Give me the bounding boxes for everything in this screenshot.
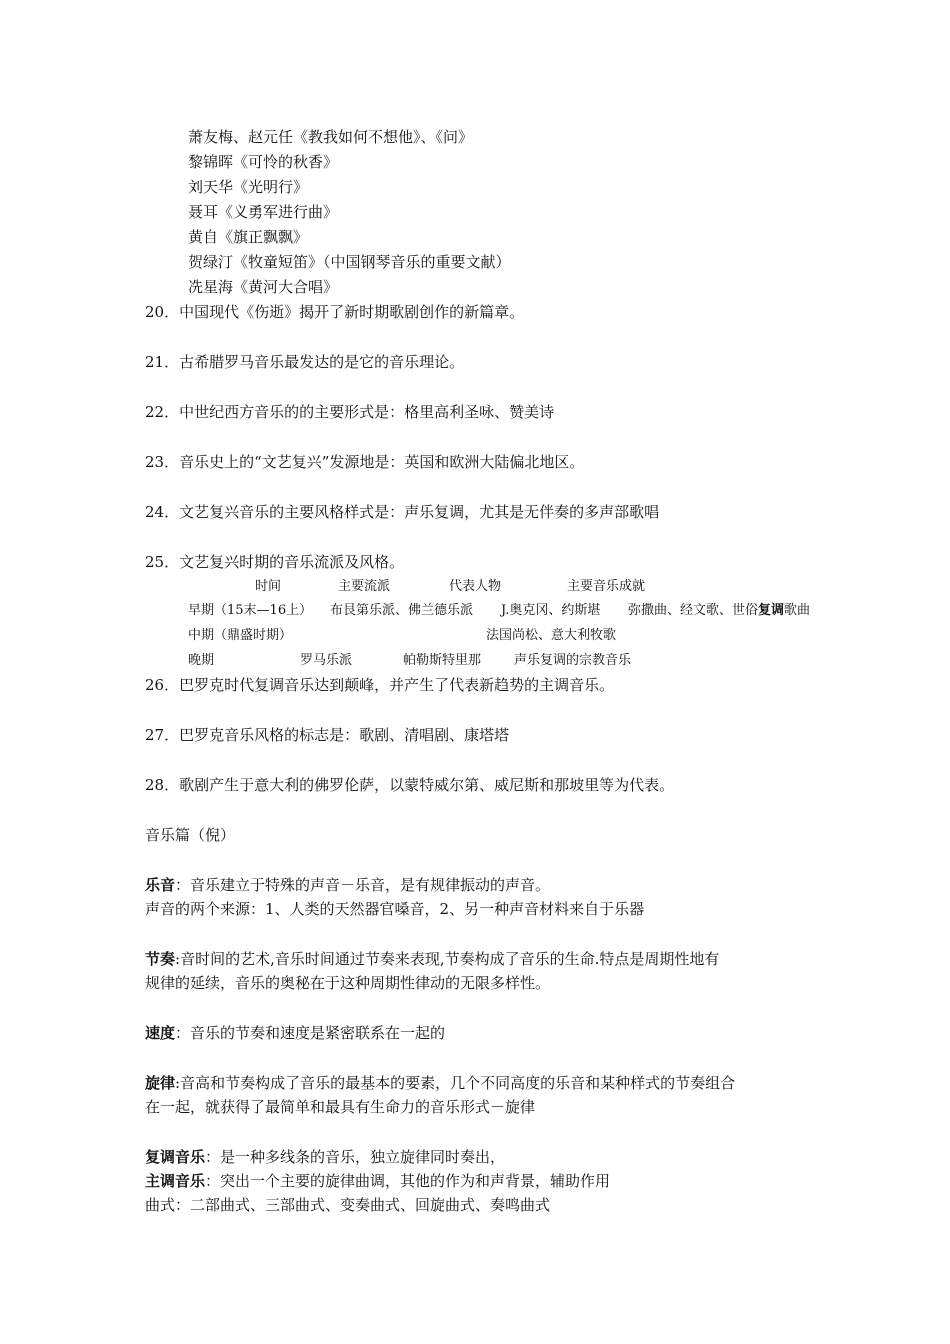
item-20: 20．中国现代《伤逝》揭开了新时期歌剧创作的新篇章。	[145, 303, 525, 321]
def-xuanlv-cont: 在一起，就获得了最简单和最具有生命力的音乐形式－旋律	[145, 1098, 536, 1116]
row-late-achievement: 声乐复调的宗教音乐	[514, 653, 632, 668]
row-early-achievement: 弥撒曲、经文歌、世俗复调歌曲	[628, 603, 811, 618]
row-late-period: 晚期	[188, 653, 215, 668]
def-fudiao: 复调音乐：是一种多线条的音乐，独立旋律同时奏出，	[145, 1148, 506, 1166]
composer-line-6: 贺绿汀《牧童短笛》（中国钢琴音乐的重要文献）	[188, 253, 511, 271]
row-early-period: 早期（15末—16上）	[188, 603, 313, 618]
table-header-time: 时间	[255, 579, 282, 594]
item-23: 23．音乐史上的“文艺复兴”发源地是：英国和欧洲大陆偏北地区。	[145, 453, 585, 471]
item-26: 26．巴罗克时代复调音乐达到颠峰，并产生了代表新趋势的主调音乐。	[145, 676, 615, 694]
row-middle-figures: 法国尚松、意大利牧歌	[486, 628, 617, 643]
section-title: 音乐篇（倪）	[145, 826, 236, 844]
table-header-figures: 代表人物	[449, 579, 502, 594]
row-middle-period: 中期（鼎盛时期）	[188, 628, 293, 643]
def-sudu: 速度：音乐的节奏和速度是紧密联系在一起的	[145, 1024, 446, 1042]
composer-line-3: 刘天华《光明行》	[188, 178, 309, 196]
composer-line-2: 黎锦晖《可怜的秋香》	[188, 153, 339, 171]
def-zhudiao: 主调音乐：突出一个主要的旋律曲调，其他的作为和声背景，辅助作用	[145, 1172, 611, 1190]
row-early-figures: J.奥克冈、约斯堪	[501, 603, 601, 618]
item-22: 22．中世纪西方音乐的的主要形式是：格里高利圣咏、赞美诗	[145, 403, 555, 421]
def-sources: 声音的两个来源：1、人类的天然器官嗓音，2、另一种声音材料来自于乐器	[145, 900, 645, 918]
composer-line-5: 黄自《旗正飘飘》	[188, 228, 309, 246]
item-24: 24．文艺复兴音乐的主要风格样式是：声乐复调，尤其是无伴奏的多声部歌唱	[145, 503, 660, 521]
item-25: 25．文艺复兴时期的音乐流派及风格。	[145, 553, 405, 571]
def-jiezou-cont: 规律的延续，音乐的奥秘在于这种周期性律动的无限多样性。	[145, 974, 551, 992]
composer-line-1: 萧友梅、赵元任《教我如何不想他》、《问》	[188, 128, 474, 146]
composer-line-4: 聂耳《义勇军进行曲》	[188, 203, 339, 221]
item-21: 21．古希腊罗马音乐最发达的是它的音乐理论。	[145, 353, 465, 371]
table-header-school: 主要流派	[338, 579, 391, 594]
def-xuanlv: 旋律:音高和节奏构成了音乐的最基本的要素，几个不同高度的乐音和某种样式的节奏组合	[145, 1074, 736, 1092]
row-late-school: 罗马乐派	[300, 653, 353, 668]
item-28: 28．歌剧产生于意大利的佛罗伦萨，以蒙特威尔第、威尼斯和那坡里等为代表。	[145, 776, 675, 794]
def-yueyin: 乐音：音乐建立于特殊的声音－乐音，是有规律振动的声音。	[145, 876, 551, 894]
composer-line-7: 冼星海《黄河大合唱》	[188, 278, 339, 296]
def-qushi: 曲式：二部曲式、三部曲式、变奏曲式、回旋曲式、奏鸣曲式	[145, 1196, 551, 1214]
row-early-school: 布艮第乐派、佛兰德乐派	[330, 603, 474, 618]
item-27: 27．巴罗克音乐风格的标志是：歌剧、清唱剧、康塔塔	[145, 726, 510, 744]
def-jiezou: 节奏:音时间的艺术,音乐时间通过节奏来表现,节奏构成了音乐的生命.特点是周期性地有	[145, 950, 720, 968]
row-late-figures: 帕勒斯特里那	[403, 653, 482, 668]
table-header-achievement: 主要音乐成就	[567, 579, 646, 594]
